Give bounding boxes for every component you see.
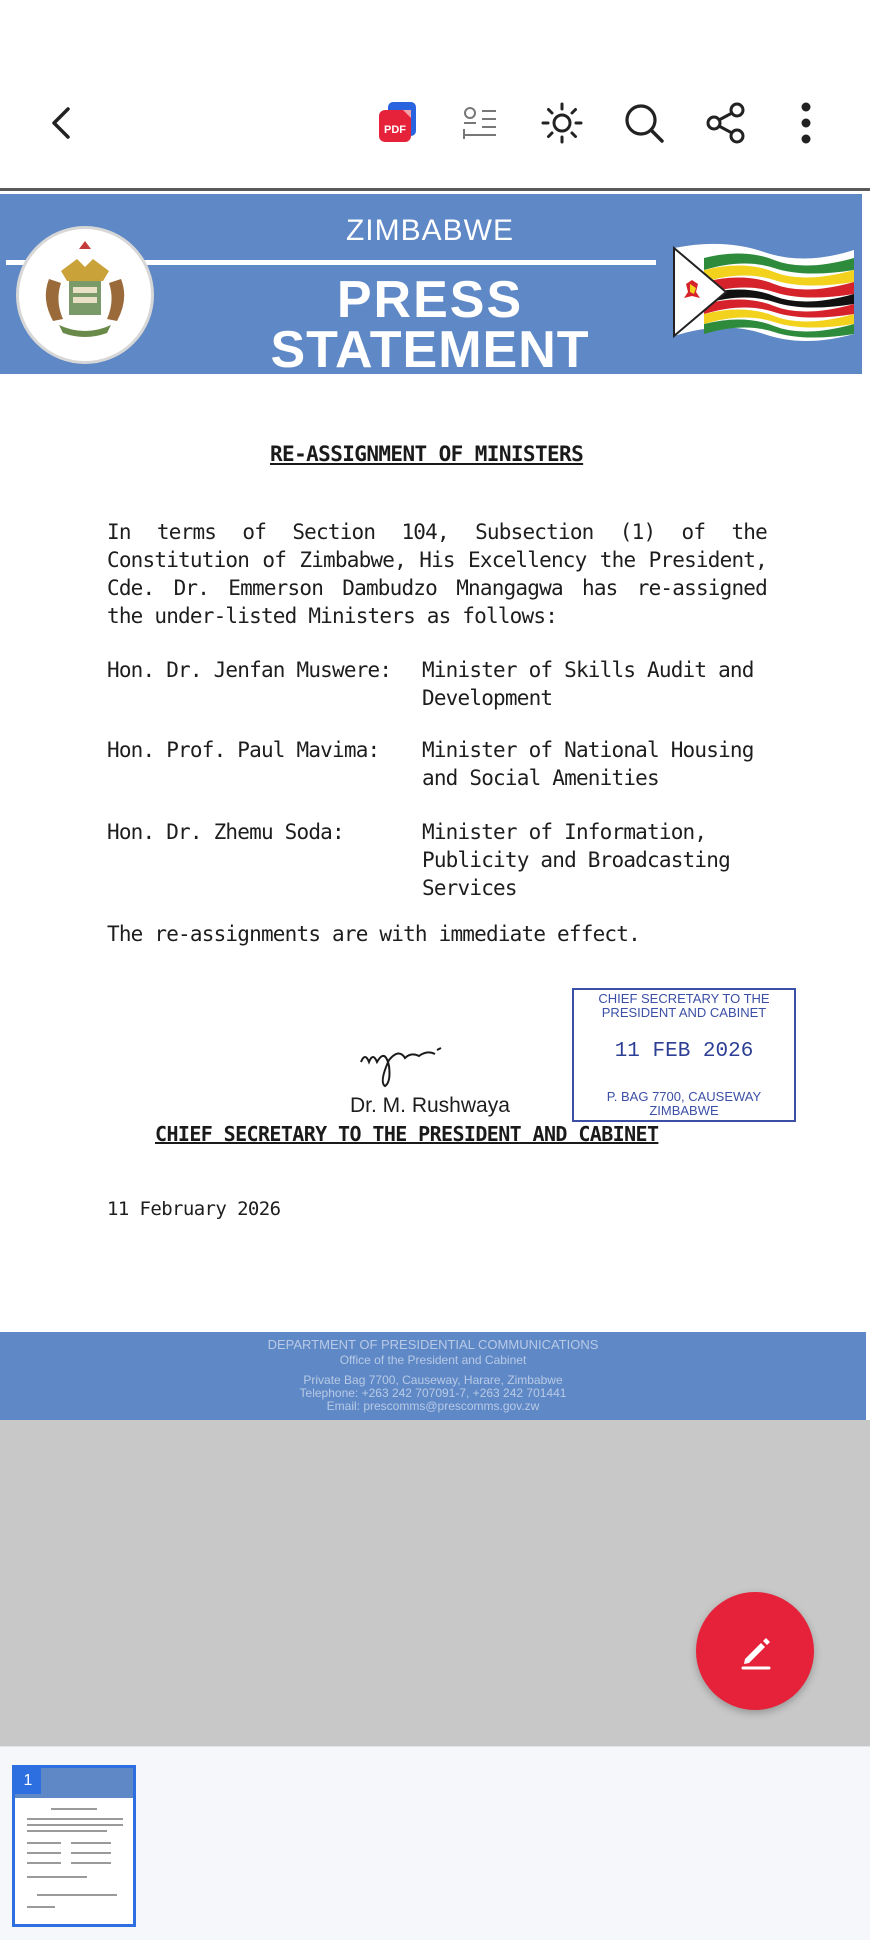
minister-name: Hon. Dr. Zhemu Soda: [107, 820, 344, 844]
page-thumbnail-strip [0, 1746, 870, 1940]
stamp-date: 11 FEB 2026 [614, 1040, 754, 1063]
pencil-icon [733, 1629, 777, 1673]
document-page[interactable] [0, 188, 870, 1420]
search-icon [622, 101, 666, 145]
minister-role: Minister of Information, Publicity and Broadcasting Services [422, 820, 730, 900]
chevron-left-icon [44, 105, 80, 141]
handwritten-signature [355, 1042, 455, 1092]
reading-list-icon [460, 103, 500, 143]
footer-office: Office of the President and Cabinet [339, 1353, 527, 1367]
page-top-edge [0, 188, 870, 191]
minister-role: Minister of National Housing and Social Amenities [422, 738, 754, 790]
intro-paragraph: In terms of Section 104, Subsection (1) of the Constitution of Zimbabwe, His Excellency the President, Cde. Dr. Emmerson Dambudzo Mnangagwa has re-assigned the under-listed Ministers as follows: [107, 520, 767, 628]
document-footer [0, 1332, 866, 1420]
zimbabwe-flag-icon [664, 240, 856, 344]
stamp-line4: ZIMBABWE [649, 1103, 719, 1118]
document-date: 11 February 2026 [107, 1198, 281, 1220]
header-title-line1: PRESS [336, 271, 524, 329]
pdf-icon-label: PDF [384, 124, 406, 136]
edit-fab-button[interactable] [696, 1592, 814, 1710]
signer-title: CHIEF SECRETARY TO THE PRESIDENT AND CABINET [155, 1122, 659, 1146]
thumbnail-page-number: 1 [15, 1768, 41, 1794]
effect-statement: The re-assignments are with immediate effect. [107, 922, 640, 946]
coat-of-arms-seal [16, 226, 154, 364]
signer-name: Dr. M. Rushwaya [350, 1094, 510, 1117]
stamp-line3: P. BAG 7700, CAUSEWAY [606, 1089, 762, 1104]
press-statement-header [0, 194, 862, 379]
reading-list-button[interactable] [452, 95, 508, 151]
stamp-line1: CHIEF SECRETARY TO THE [598, 991, 770, 1006]
minister-name: Hon. Prof. Paul Mavima: [107, 738, 380, 762]
document-title: RE-ASSIGNMENT OF MINISTERS [270, 442, 584, 466]
more-vertical-icon [796, 101, 816, 145]
footer-telephone: Telephone: +263 242 707091-7, +263 242 701441 [299, 1386, 567, 1400]
official-stamp [572, 988, 796, 1122]
stamp-line2: PRESIDENT AND CABINET [601, 1005, 767, 1020]
top-toolbar [0, 0, 870, 188]
share-icon [704, 101, 748, 145]
minister-role: Minister of Skills Audit and Development [422, 658, 754, 710]
header-country: ZIMBABWE [345, 214, 514, 247]
footer-department: DEPARTMENT OF PRESIDENTIAL COMMUNICATIONS [267, 1337, 599, 1352]
search-button[interactable] [616, 95, 672, 151]
header-title-line2: STATEMENT [270, 321, 590, 379]
pdf-tools-button[interactable] [370, 95, 426, 151]
pdf-icon [373, 98, 423, 148]
more-options-button[interactable] [778, 95, 834, 151]
footer-address: Private Bag 7700, Causeway, Harare, Zimbabwe [303, 1373, 563, 1387]
sun-icon [540, 101, 584, 145]
back-button[interactable] [34, 95, 90, 151]
share-button[interactable] [698, 95, 754, 151]
coat-of-arms-icon [19, 229, 151, 361]
brightness-button[interactable] [534, 95, 590, 151]
footer-email: Email: prescomms@prescomms.gov.zw [326, 1399, 540, 1413]
minister-name: Hon. Dr. Jenfan Muswere: [107, 658, 392, 682]
page-thumbnail[interactable] [12, 1765, 136, 1927]
